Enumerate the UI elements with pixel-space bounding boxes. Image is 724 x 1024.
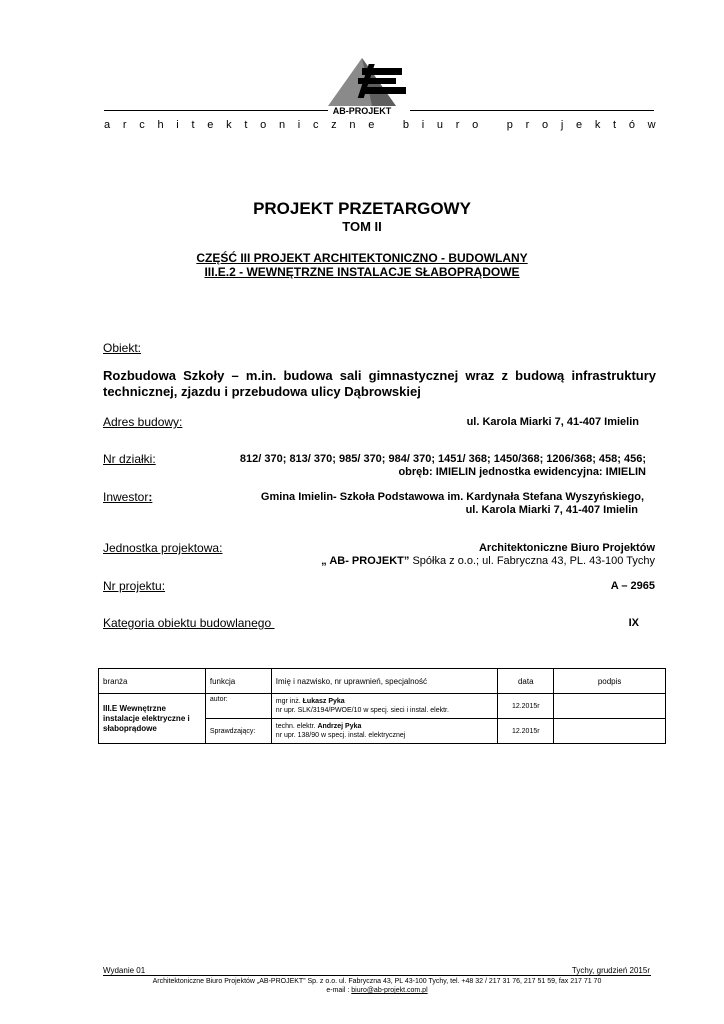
date-cell: 12.2015r <box>498 719 554 744</box>
tagline-letter: n <box>349 119 356 131</box>
header-podpis: podpis <box>554 669 666 694</box>
header-line-right <box>410 110 654 111</box>
obiekt-line-2: technicznej, zjazdu i przebudowa ulicy Dąbrowskiej <box>103 384 421 399</box>
inwestor-label-wrap <box>103 490 152 504</box>
company-tagline <box>104 119 656 131</box>
tagline-letter: r <box>122 119 127 131</box>
date-cell: 12.2015r <box>498 694 554 719</box>
tagline-letter <box>387 119 390 131</box>
tagline-letter: b <box>402 119 409 131</box>
tagline-letter: k <box>594 119 601 131</box>
inwestor-label: Inwestor <box>103 490 149 504</box>
table-header-row <box>99 669 666 694</box>
tagline-letter: u <box>436 119 443 131</box>
footer-email-label: e-mail : <box>326 987 352 994</box>
footer-email-link[interactable]: biuro@ab-projekt.com.pl <box>351 987 428 994</box>
dzialki-label: Nr działki: <box>103 452 156 466</box>
adres-value: ul. Karola Miarki 7, 41-407 Imielin <box>466 416 639 428</box>
tagline-letter <box>491 119 494 131</box>
person-license: nr upr. 138/90 w specj. instal. elektrycznej <box>275 732 406 739</box>
nr-projektu-label: Nr projektu: <box>103 579 166 593</box>
tagline-letter: h <box>157 119 164 131</box>
tagline-letter: t <box>191 119 195 131</box>
jednostka-company: „ AB- PROJEKT” <box>321 555 410 567</box>
kategoria-value: IX <box>628 617 639 629</box>
signature-cell <box>554 719 666 744</box>
tagline-letter: a <box>104 119 111 131</box>
tagline-letter: e <box>207 119 214 131</box>
tagline-letter: c <box>139 119 145 131</box>
person-name: Łukasz Pyka <box>302 698 345 705</box>
dzialki-line-2: obręb: IMIELIN jednostka ewidencyjna: IMIELIN <box>398 466 646 478</box>
dzialki-line-1: 812/ 370; 813/ 370; 985/ 370; 984/ 370; 1451/ 368; 1450/368; 1206/368; 458; 456; <box>239 453 646 465</box>
nr-projektu-value: A – 2965 <box>610 580 655 592</box>
table-row <box>99 694 666 719</box>
tagline-letter: n <box>278 119 286 131</box>
header-branza: branża <box>99 669 206 694</box>
person-title: techn. elektr. <box>275 723 318 730</box>
tagline-letter: w <box>647 119 656 131</box>
tagline-letter: c <box>312 119 319 131</box>
person-cell <box>271 694 498 719</box>
jednostka-label: Jednostka projektowa: <box>103 541 223 555</box>
inwestor-line-2: ul. Karola Miarki 7, 41-407 Imielin <box>465 504 638 516</box>
jednostka-line-1: Architektoniczne Biuro Projektów <box>478 542 655 554</box>
section-title: III.E.2 - WEWNĘTRZNE INSTALACJE SŁABOPRĄDOWE <box>204 265 520 279</box>
inwestor-colon: : <box>148 490 153 504</box>
signature-table <box>98 668 666 744</box>
footer-divider <box>103 975 651 976</box>
tagline-letter: i <box>297 119 301 131</box>
tom-title: TOM II <box>342 219 382 234</box>
footer-date: Tychy, grudzień 2015r <box>571 966 650 975</box>
header-line-left <box>104 110 328 111</box>
tagline-letter: o <box>260 119 267 131</box>
footer-email-line <box>103 987 651 994</box>
jednostka-line-2 <box>200 555 655 567</box>
branza-cell: III.E Wewnętrzne instalacje elektryczne i słaboprądowe <box>99 694 206 744</box>
signature-cell <box>554 694 666 719</box>
person-title: mgr inż. <box>275 698 303 705</box>
tagline-letter: t <box>613 119 617 131</box>
header-data: data <box>498 669 554 694</box>
tagline-letter: p <box>506 119 513 131</box>
tagline-letter: j <box>560 119 564 131</box>
tagline-letter: e <box>368 119 375 131</box>
tagline-letter: i <box>421 119 425 131</box>
footer-edition: Wydanie 01 <box>103 966 146 975</box>
tagline-letter: t <box>244 119 248 131</box>
tagline-letter: o <box>541 119 549 131</box>
jednostka-address: Spółka z o.o.; ul. Fabryczna 43, PL. 43-100 Tychy <box>409 555 655 567</box>
obiekt-label: Obiekt: <box>103 341 142 355</box>
header-name: Imię i nazwisko, nr uprawnień, specjalność <box>271 669 498 694</box>
header-funkcja: funkcja <box>205 669 271 694</box>
company-logo <box>300 54 424 116</box>
funkcja-cell: Sprawdzający: <box>205 719 271 744</box>
adres-label: Adres budowy: <box>103 415 183 429</box>
tagline-letter: e <box>575 119 583 131</box>
kategoria-label: Kategoria obiektu budowlanego <box>103 616 275 630</box>
person-name: Andrzej Pyka <box>317 723 362 730</box>
logo-text: AB-PROJEKT <box>332 106 392 116</box>
obiekt-line-1: Rozbudowa Szkoły – m.in. budowa sali gimnastycznej wraz z budową infrastruktury <box>103 368 656 383</box>
funkcja-cell: autor: <box>205 694 271 719</box>
tagline-letter: r <box>455 119 460 131</box>
person-license: nr upr. SLK/3194/PWOE/10 w specj. sieci i instal. elektr. <box>275 707 449 714</box>
tagline-letter: o <box>472 119 479 131</box>
tagline-letter: r <box>525 119 530 131</box>
main-title: PROJEKT PRZETARGOWY <box>253 199 471 218</box>
tagline-letter: z <box>331 119 337 131</box>
tagline-letter: ó <box>628 119 635 131</box>
tagline-letter: k <box>226 119 232 131</box>
person-cell <box>271 719 498 744</box>
tagline-letter: i <box>176 119 179 131</box>
footer-address: Architektoniczne Biuro Projektów „AB-PROJEKT” Sp. z o.o. ul. Fabryczna 43, PL 43-100 Tychy, tel. +48 32 / 217 31 76, 217 51 59, fax 217 71 70 <box>152 978 602 985</box>
inwestor-line-1: Gmina Imielin- Szkoła Podstawowa im. Kardynała Stefana Wyszyńskiego, <box>260 491 644 503</box>
part-title: CZĘŚĆ III PROJEKT ARCHITEKTONICZNO - BUDOWLANY <box>196 251 528 265</box>
